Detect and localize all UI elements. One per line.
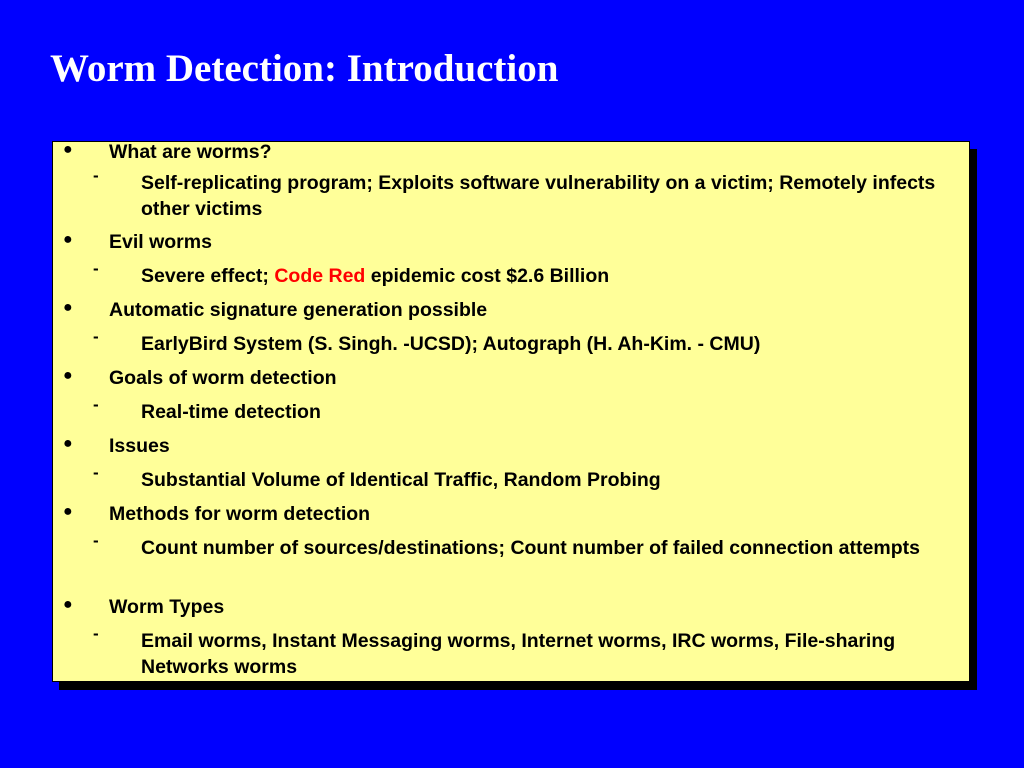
dash-icon: -: [93, 327, 99, 346]
sub-bullet-text: EarlyBird System (S. Singh. -UCSD); Autograph (H. Ah-Kim. - CMU): [141, 333, 761, 355]
sub-bullet-text-after: epidemic cost $2.6 Billion: [365, 265, 610, 287]
sub-bullet-text: [141, 263, 961, 289]
slide-title: Worm Detection: Introduction: [50, 47, 559, 90]
bullet-text: Evil worms: [109, 231, 212, 253]
dash-icon: -: [93, 624, 99, 643]
bullet-dot-icon: ●: [63, 141, 73, 158]
sub-bullet-text: Self-replicating program; Exploits software vulnerability on a victim; Remotely infects other victims: [141, 172, 936, 220]
bullet-text: Goals of worm detection: [109, 367, 337, 389]
bullet-text: Issues: [109, 435, 170, 457]
dash-icon: -: [93, 395, 99, 414]
bullet-text: What are worms?: [109, 141, 272, 163]
sub-bullet-text-before: Severe effect;: [141, 265, 275, 287]
bullet-dot-icon: ●: [63, 435, 73, 452]
bullet-text: Worm Types: [109, 596, 225, 618]
dash-icon: -: [93, 531, 99, 550]
bullet-dot-icon: ●: [63, 503, 73, 520]
dash-icon: -: [93, 463, 99, 482]
bullet-dot-icon: ●: [63, 299, 73, 316]
sub-bullet-text: Substantial Volume of Identical Traffic, Random Probing: [141, 469, 661, 491]
dash-icon: -: [93, 259, 99, 278]
content-box: [52, 141, 970, 682]
dash-icon: -: [93, 166, 99, 185]
bullet-dot-icon: ●: [63, 596, 73, 613]
bullet-dot-icon: ●: [63, 367, 73, 384]
sub-bullet-text: Real-time detection: [141, 401, 321, 423]
bullet-text: Automatic signature generation possible: [109, 299, 488, 321]
sub-bullet-text: Count number of sources/destinations; Count number of failed connection attempts: [141, 537, 920, 559]
code-red-highlight: Code Red: [274, 265, 366, 287]
bullet-dot-icon: ●: [63, 231, 73, 248]
bullet-text: Methods for worm detection: [109, 503, 371, 525]
sub-bullet-text: Email worms, Instant Messaging worms, Internet worms, IRC worms, File-sharing Networks worms: [141, 630, 896, 678]
